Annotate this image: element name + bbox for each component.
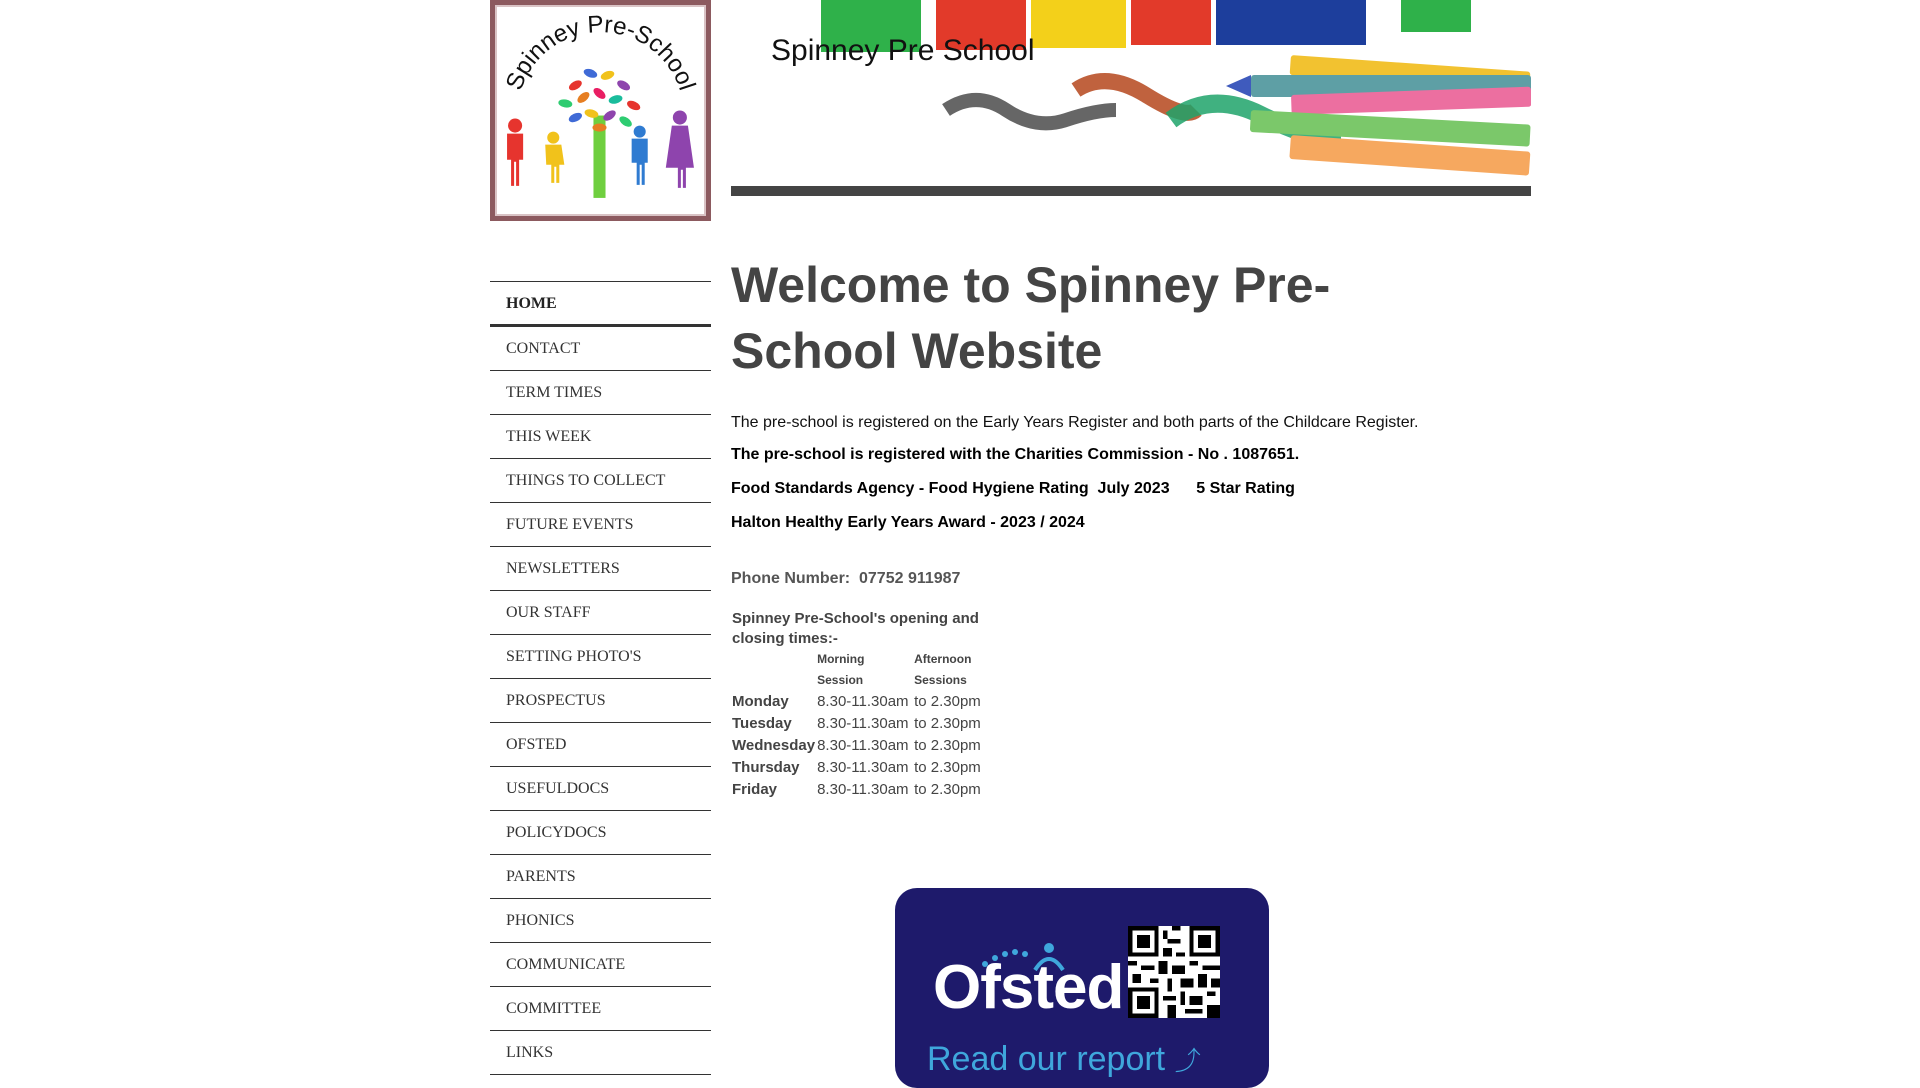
table-cell-day: Thursday bbox=[732, 759, 800, 776]
nav-item-home[interactable]: HOME bbox=[490, 281, 711, 326]
nav-item-future-events[interactable]: FUTURE EVENTS bbox=[490, 502, 711, 546]
table-cell-afternoon: to 2.30pm bbox=[914, 693, 981, 710]
table-header-empty bbox=[731, 649, 816, 691]
page-heading: Welcome to Spinney Pre-School Website bbox=[731, 257, 1331, 379]
table-cell-morning: 8.30-11.30am bbox=[817, 737, 909, 754]
main-content bbox=[731, 252, 1531, 801]
table-cell-morning: 8.30-11.30am bbox=[817, 781, 909, 798]
nav-item-ofsted[interactable]: OFSTED bbox=[490, 722, 711, 766]
read-report-link[interactable] bbox=[927, 1040, 1201, 1079]
charity-text: The pre-school is registered with the Charities Commission - No . 1087651. bbox=[731, 446, 1300, 463]
table-cell-afternoon: to 2.30pm bbox=[914, 781, 981, 798]
phone-number: Phone Number: 07752 911987 bbox=[731, 570, 961, 587]
crayons-blocks-illustration bbox=[731, 0, 1531, 186]
table-header-afternoon: Afternoon Sessions bbox=[914, 652, 972, 687]
nav-item-links[interactable]: LINKS bbox=[490, 1030, 711, 1074]
opening-times-table bbox=[731, 609, 990, 801]
table-cell-day: Tuesday bbox=[732, 715, 792, 732]
table-cell-morning: 8.30-11.30am bbox=[817, 715, 909, 732]
registration-text: The pre-school is registered on the Early Years Register and both parts of the Childcare Register. bbox=[731, 414, 1419, 431]
nav-item-phonics[interactable]: PHONICS bbox=[490, 898, 711, 942]
table-cell-morning: 8.30-11.30am bbox=[817, 759, 909, 776]
nav-item-setting-photo-s[interactable]: SETTING PHOTO'S bbox=[490, 634, 711, 678]
nav-item-usefuldocs[interactable]: USEFULDOCS bbox=[490, 766, 711, 810]
nav-item-things-to-collect[interactable]: THINGS TO COLLECT bbox=[490, 458, 711, 502]
table-row bbox=[731, 779, 990, 801]
nav-item-our-staff[interactable]: OUR STAFF bbox=[490, 590, 711, 634]
nav-item-committee[interactable]: COMMITTEE bbox=[490, 986, 711, 1030]
table-cell-day: Wednesday bbox=[732, 737, 816, 754]
opening-times-title: Spinney Pre-School's opening and closing times:- bbox=[732, 610, 979, 647]
nav-item-parents[interactable]: PARENTS bbox=[490, 854, 711, 898]
table-cell-afternoon: to 2.30pm bbox=[914, 759, 981, 776]
table-header-morning: Morning Session bbox=[817, 652, 865, 687]
read-report-label: Read our report bbox=[927, 1040, 1166, 1078]
table-cell-day: Monday bbox=[732, 693, 789, 710]
table-row bbox=[731, 757, 990, 779]
qr-code-icon bbox=[1128, 926, 1220, 1018]
logo-image bbox=[495, 5, 706, 216]
table-row bbox=[731, 735, 990, 757]
nav-item-policydocs[interactable]: POLICYDOCS bbox=[490, 810, 711, 854]
nav-bottom-rule bbox=[490, 1074, 711, 1075]
arrow-up-right-icon: ⤴ bbox=[1174, 1046, 1201, 1076]
nav-item-contact[interactable]: CONTACT bbox=[490, 326, 711, 370]
nav-item-this-week[interactable]: THIS WEEK bbox=[490, 414, 711, 458]
site-title: Spinney Pre School bbox=[771, 34, 1035, 67]
nav-item-communicate[interactable]: COMMUNICATE bbox=[490, 942, 711, 986]
nav-item-prospectus[interactable]: PROSPECTUS bbox=[490, 678, 711, 722]
table-cell-day: Friday bbox=[732, 781, 778, 798]
header-divider-bar bbox=[731, 186, 1531, 196]
nav-item-term-times[interactable]: TERM TIMES bbox=[490, 370, 711, 414]
site-logo[interactable] bbox=[490, 0, 711, 221]
table-cell-afternoon: to 2.30pm bbox=[914, 737, 981, 754]
table-row bbox=[731, 691, 990, 713]
award-text: Halton Healthy Early Years Award - 2023 / 2024 bbox=[731, 514, 1085, 531]
food-rating-text: Food Standards Agency - Food Hygiene Rating July 2023 5 Star Rating bbox=[731, 480, 1295, 497]
table-cell-afternoon: to 2.30pm bbox=[914, 715, 981, 732]
nav-item-newsletters[interactable]: NEWSLETTERS bbox=[490, 546, 711, 590]
table-row bbox=[731, 713, 990, 735]
header-banner bbox=[731, 0, 1531, 196]
ofsted-report-badge[interactable] bbox=[895, 888, 1269, 1088]
ofsted-brand: Ofsted bbox=[933, 953, 1124, 1022]
main-navigation bbox=[490, 281, 711, 1075]
table-cell-morning: 8.30-11.30am bbox=[817, 693, 909, 710]
svg-text:Spinney Pre-School: Spinney Pre-School bbox=[500, 10, 701, 94]
